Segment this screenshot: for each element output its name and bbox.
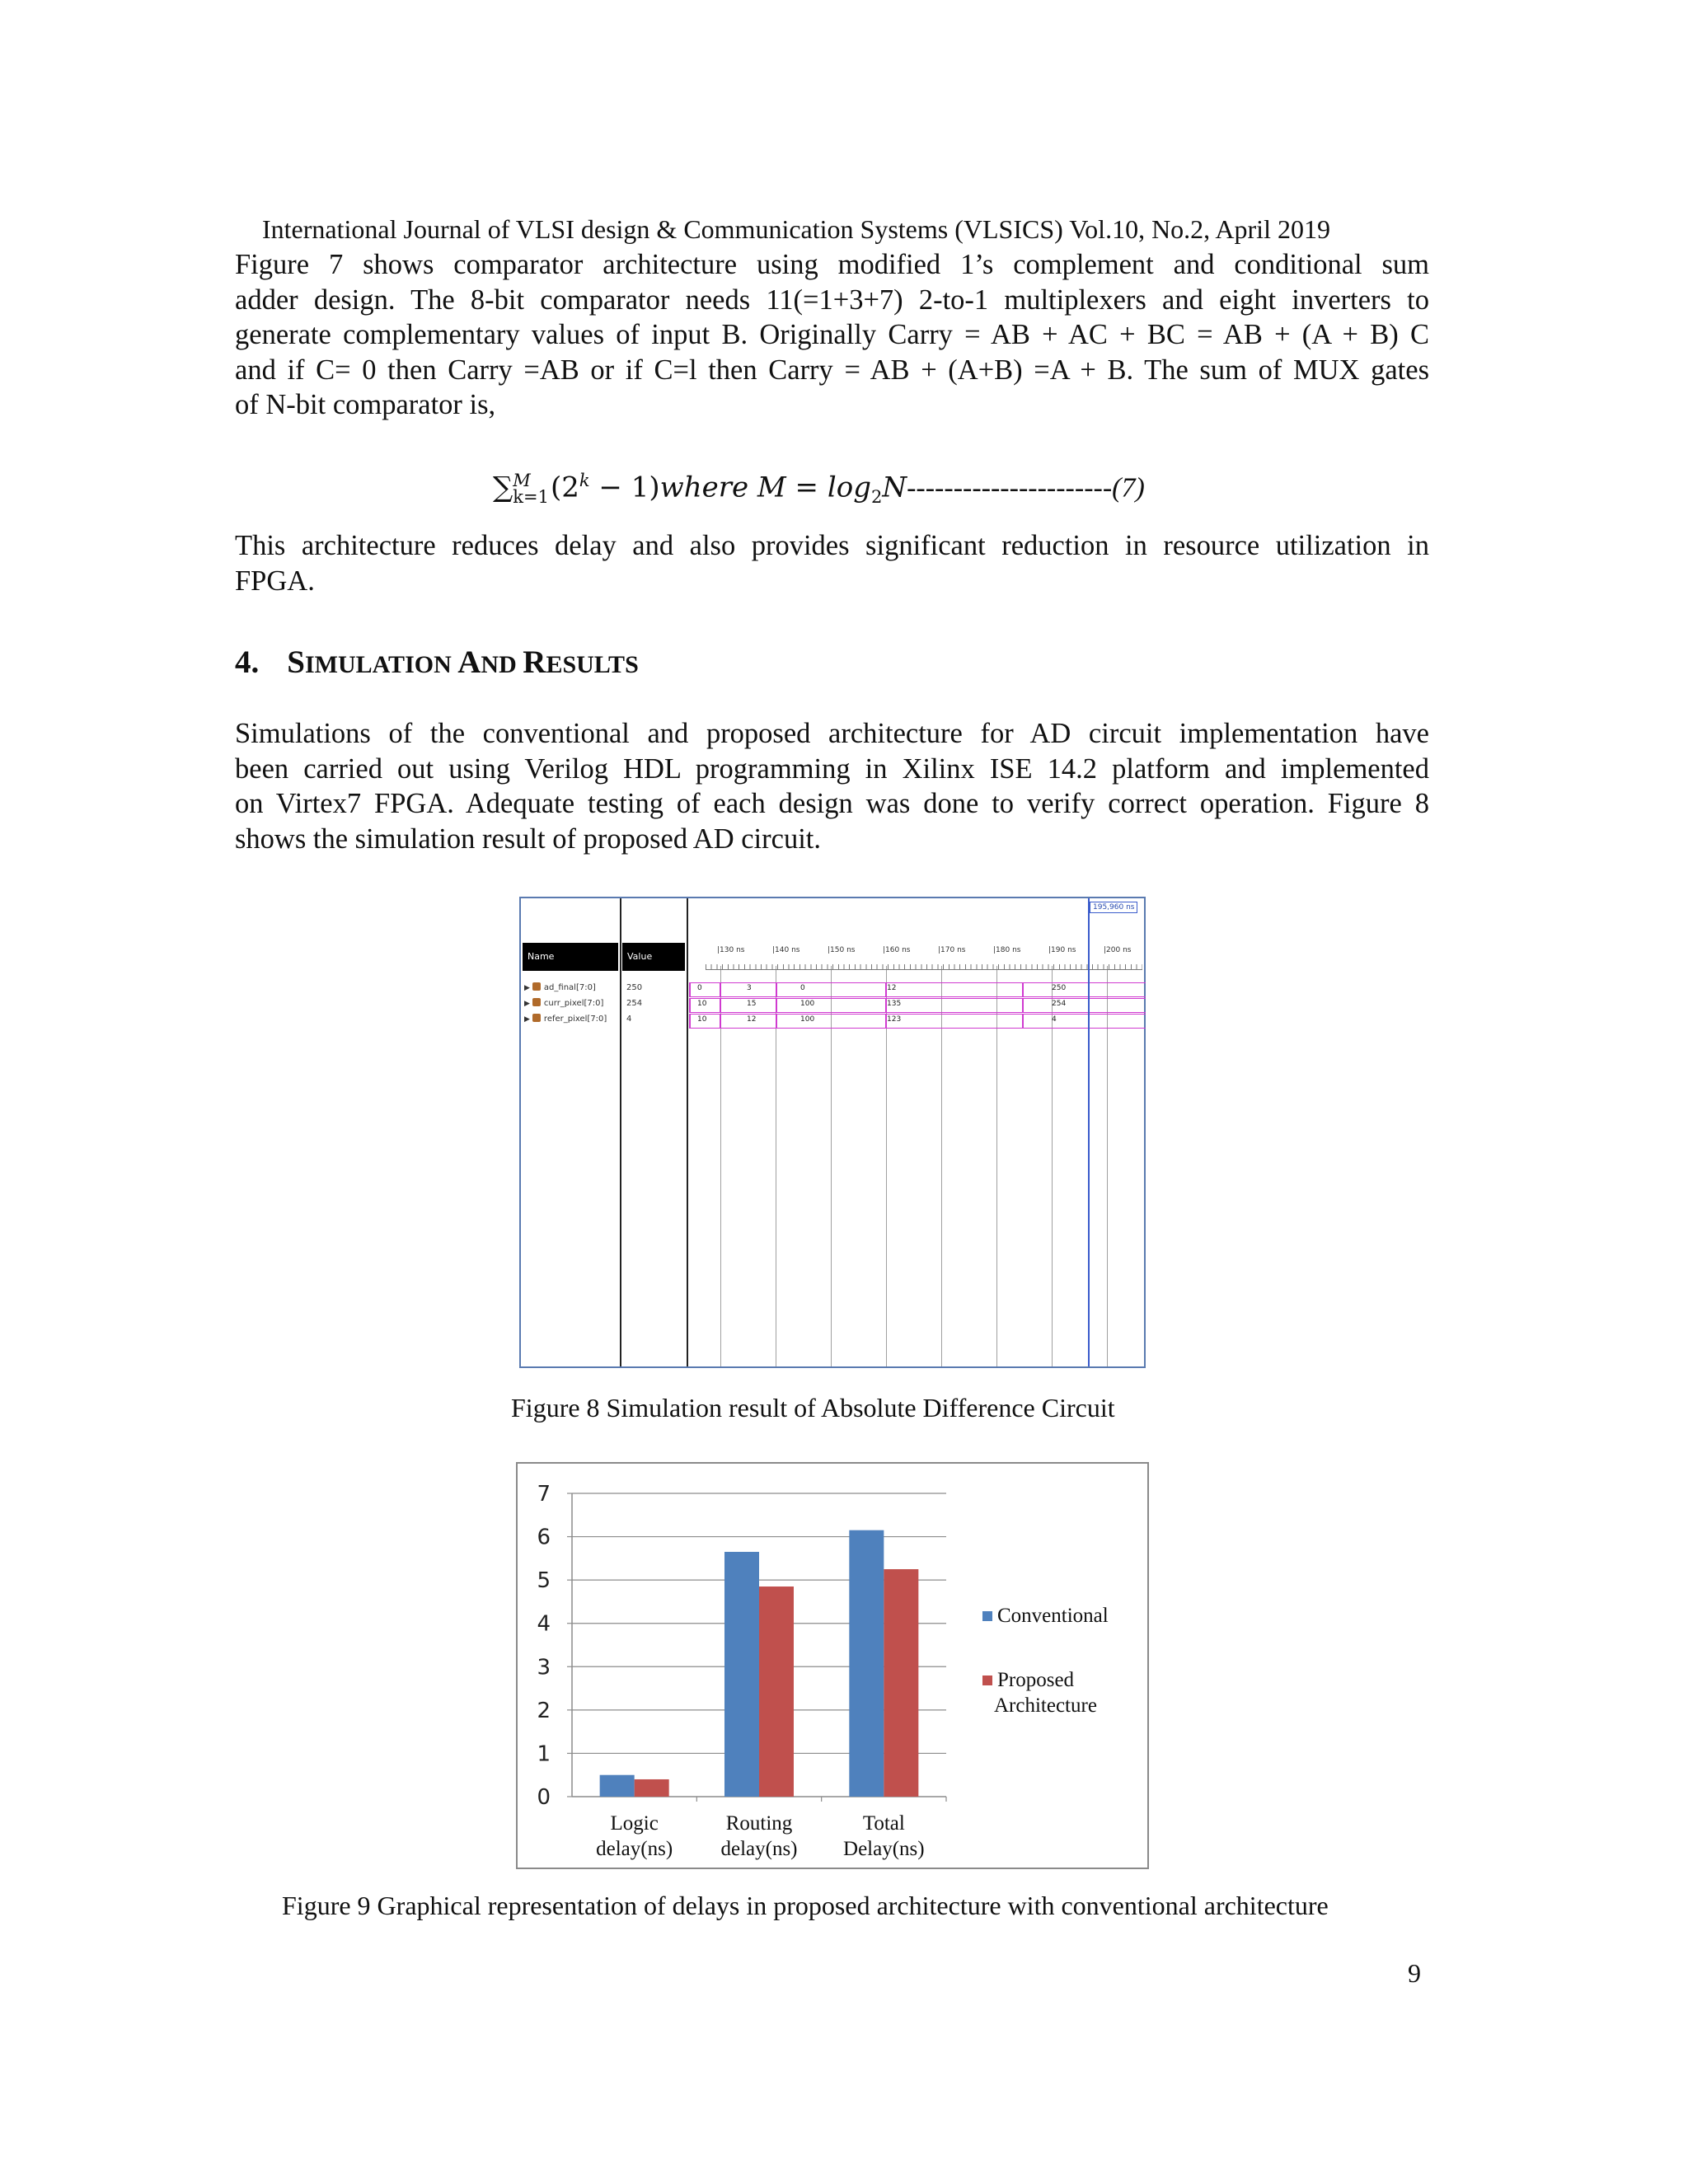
bus-transition — [1022, 982, 1024, 997]
time-axis-label: |170 ns — [938, 946, 966, 954]
time-cursor[interactable] — [1088, 898, 1090, 1366]
bus-transition — [1022, 1014, 1024, 1029]
y-tick-label: 2 — [537, 1698, 551, 1723]
waveform-values-column — [621, 898, 688, 1366]
time-axis-label: |180 ns — [993, 946, 1021, 954]
bar-1-1 — [759, 1586, 794, 1797]
equation-log: log — [827, 471, 871, 504]
delay-bar-chart — [516, 1462, 1149, 1869]
equation-number: (7) — [1112, 472, 1145, 504]
waveform-signal-name[interactable] — [524, 996, 603, 1011]
heading-smallcaps: ESULTS — [546, 651, 639, 678]
text-line: on Virtex7 FPGA. Adequate testing of each design was done to verify correct operation. Figure 8 — [235, 788, 1429, 819]
heading-smallcaps: ND — [481, 651, 523, 678]
equation-log-base: 2 — [870, 487, 883, 508]
bus-transition — [720, 982, 721, 997]
equation-dashes: ---------------------- — [907, 472, 1113, 504]
text-line: been carried out using Verilog HDL programming in Xilinx ISE 14.2 platform and implemented — [235, 752, 1429, 785]
time-ruler — [706, 964, 1142, 970]
y-tick-label: 6 — [537, 1525, 551, 1550]
page-number: 9 — [1408, 1958, 1421, 1988]
sum-upper-limit: M — [513, 471, 531, 491]
text-line: shows the simulation result of proposed AD circuit. — [235, 823, 821, 855]
heading-letter: A — [457, 644, 481, 680]
legend-swatch — [982, 1675, 992, 1685]
legend-label: Architecture — [994, 1694, 1097, 1717]
x-category-label: Delay(ns) — [843, 1838, 925, 1860]
equation-n: N — [882, 471, 907, 504]
signal-bus-trace — [689, 1014, 1146, 1029]
section-number: 4. — [235, 644, 260, 680]
bus-segment-value: 123 — [887, 1015, 902, 1024]
y-tick-label: 5 — [537, 1568, 551, 1594]
expand-arrow-icon[interactable]: ▶ — [524, 1015, 530, 1024]
text-line: Figure 7 shows comparator architecture using modified 1’s complement and conditional sum — [235, 249, 1429, 280]
y-tick-label: 4 — [537, 1611, 551, 1637]
chart-canvas — [518, 1464, 1147, 1868]
bar-1-0 — [635, 1779, 669, 1797]
y-tick-label: 7 — [537, 1482, 551, 1507]
bus-segment-value: 15 — [747, 1000, 757, 1008]
waveform-names-column — [521, 898, 621, 1366]
time-axis-label: |190 ns — [1048, 946, 1076, 954]
equation-where: where M = — [659, 471, 828, 504]
bus-segment-value: 12 — [887, 984, 897, 992]
paragraph-comparator — [235, 247, 1429, 423]
bar-0-0 — [600, 1775, 635, 1797]
x-category-label: Routing — [725, 1812, 793, 1835]
bus-transition — [689, 1014, 691, 1029]
waveform-header-name: Name — [523, 943, 618, 971]
bus-segment-value: 250 — [1052, 984, 1067, 992]
section-heading — [235, 642, 639, 686]
text-line: Simulations of the conventional and proposed architecture for AD circuit implementation have — [235, 718, 1429, 749]
x-category-label: Total — [862, 1812, 905, 1835]
signal-bus-trace — [689, 982, 1146, 997]
text-line: This architecture reduces delay and also provides significant reduction in resource utilization in — [235, 530, 1429, 561]
bus-transition — [776, 998, 777, 1013]
heading-smallcaps: IMULATION — [304, 651, 458, 678]
sum-lower-limit: k=1 — [513, 487, 549, 508]
signal-bus-trace — [689, 998, 1146, 1013]
bus-segment-value: 10 — [697, 1015, 707, 1024]
y-tick-label: 0 — [537, 1785, 551, 1810]
text-line: and if C= 0 then Carry =AB or if C=l then Carry = AB + (A+B) =A + B. The sum of MUX gates — [235, 354, 1429, 386]
y-tick-label: 1 — [537, 1741, 551, 1767]
equation-term: − 1) — [589, 471, 660, 504]
text-line: FPGA. — [235, 565, 315, 597]
text-line: of N-bit comparator is, — [235, 389, 496, 420]
waveform-header-value: Value — [622, 943, 685, 971]
expand-arrow-icon[interactable]: ▶ — [524, 984, 530, 992]
heading-letter: S — [287, 644, 305, 680]
waveform-figure — [519, 897, 1146, 1368]
waveform-signal-name[interactable] — [524, 981, 596, 996]
time-axis-label: |150 ns — [828, 946, 856, 954]
bus-segment-value: 135 — [887, 1000, 902, 1008]
journal-header: International Journal of VLSI design & Communication Systems (VLSICS) Vol.10, No.2, April 2019 — [262, 214, 1330, 244]
y-tick-label: 3 — [537, 1655, 551, 1680]
legend-swatch — [982, 1611, 992, 1621]
waveform-signal-value: 4 — [626, 1015, 632, 1024]
sigma-symbol: ∑ — [493, 471, 513, 504]
paragraph-simulation — [235, 716, 1429, 856]
figure-9-caption: Figure 9 Graphical representation of delays in proposed architecture with conventional architecture — [282, 1891, 1329, 1920]
legend-label: Proposed — [997, 1669, 1075, 1691]
bus-segment-value: 0 — [697, 984, 702, 992]
time-axis-label: |200 ns — [1104, 946, 1132, 954]
paragraph-architecture — [235, 528, 1429, 598]
bar-0-2 — [849, 1530, 884, 1797]
signal-name-text: ad_final[7:0] — [543, 983, 596, 992]
time-axis-label: |130 ns — [717, 946, 745, 954]
heading-letter: R — [523, 644, 546, 680]
equation-exponent: k — [579, 471, 590, 490]
waveform-signal-value: 250 — [626, 983, 643, 992]
signal-name-text: curr_pixel[7:0] — [543, 999, 604, 1008]
bus-transition — [689, 998, 691, 1013]
bar-1-2 — [884, 1569, 918, 1797]
time-axis-label: |140 ns — [772, 946, 800, 954]
equation-7 — [493, 460, 1145, 518]
bus-transition — [776, 982, 777, 997]
signal-name-text: refer_pixel[7:0] — [543, 1015, 607, 1024]
bus-segment-value: 10 — [697, 1000, 707, 1008]
bus-segment-value: 100 — [800, 1015, 815, 1024]
waveform-signal-name[interactable] — [524, 1012, 607, 1027]
x-category-label: Logic — [610, 1812, 659, 1835]
bus-transition — [689, 982, 691, 997]
x-category-label: delay(ns) — [596, 1838, 673, 1860]
bus-segment-value: 3 — [747, 984, 752, 992]
time-axis-label: |160 ns — [883, 946, 911, 954]
bus-transition — [720, 998, 721, 1013]
bus-transition — [1022, 998, 1024, 1013]
bus-segment-value: 4 — [1052, 1015, 1057, 1024]
bus-segment-value: 100 — [800, 1000, 815, 1008]
waveform-plot — [689, 898, 1144, 1366]
signal-bus-icon — [532, 998, 541, 1006]
equation-term: (2 — [550, 471, 579, 504]
bus-transition — [776, 1014, 777, 1029]
signal-bus-icon — [532, 1014, 541, 1022]
bar-0-1 — [724, 1552, 759, 1797]
text-line: adder design. The 8-bit comparator needs 11(=1+3+7) 2-to-1 multiplexers and eight inverters to — [235, 284, 1429, 316]
bus-segment-value: 254 — [1052, 1000, 1067, 1008]
signal-bus-icon — [532, 982, 541, 991]
expand-arrow-icon[interactable]: ▶ — [524, 1000, 530, 1008]
legend-label: Conventional — [997, 1605, 1109, 1627]
bus-segment-value: 12 — [747, 1015, 757, 1024]
time-cursor-label: 195,960 ns — [1090, 902, 1137, 913]
figure-8-caption: Figure 8 Simulation result of Absolute Difference Circuit — [511, 1393, 1115, 1422]
bus-segment-value: 0 — [800, 984, 805, 992]
text-line: generate complementary values of input B. Originally Carry = AB + AC + BC = AB + (A + B) C — [235, 319, 1429, 350]
x-category-label: delay(ns) — [720, 1838, 798, 1860]
bus-transition — [720, 1014, 721, 1029]
waveform-signal-value: 254 — [626, 999, 643, 1008]
